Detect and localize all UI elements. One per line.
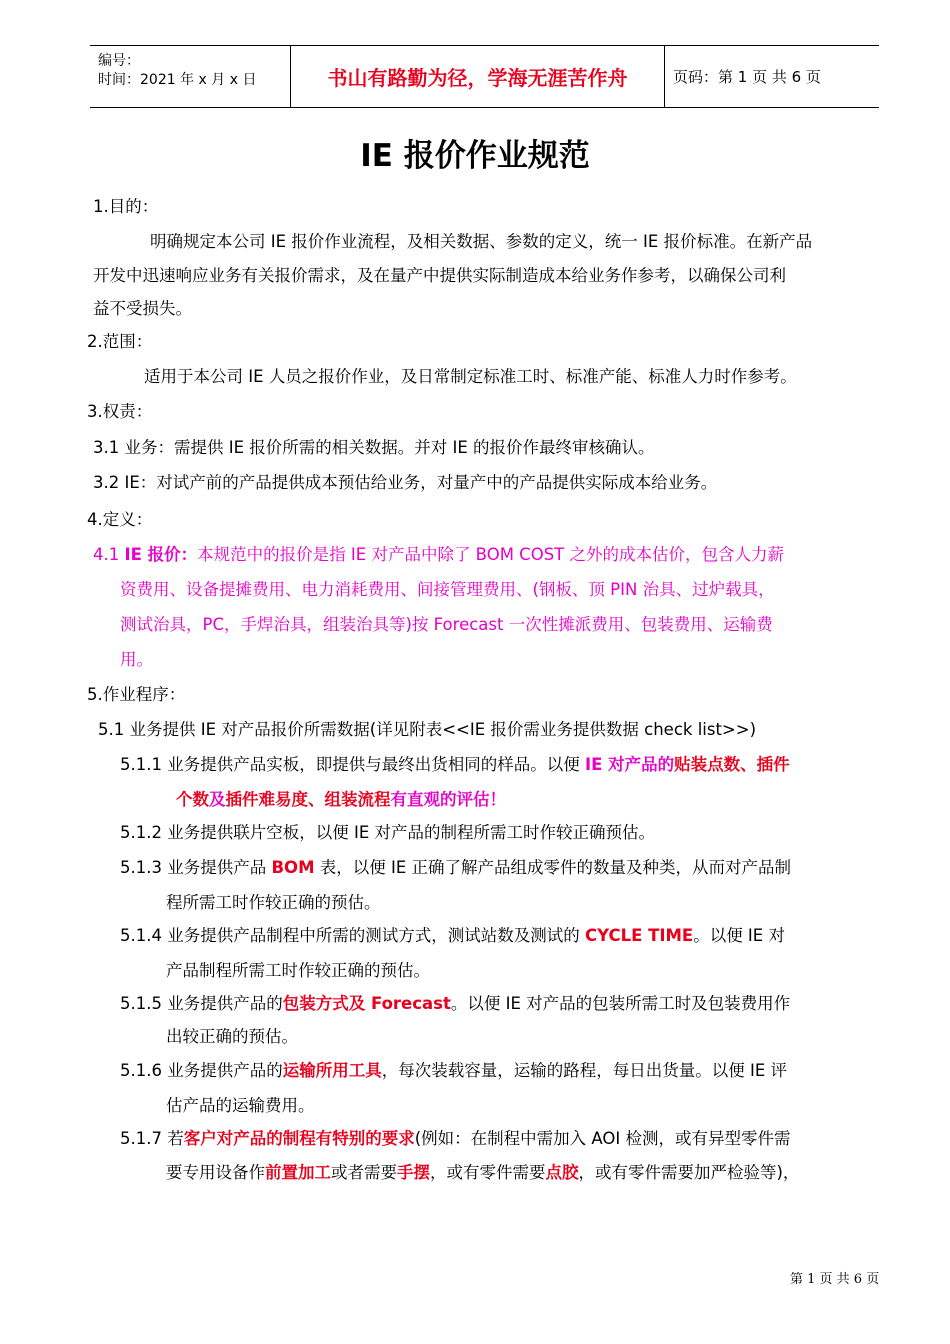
doc-time-label: 时间：2021 年 x 月 x 日 [98, 72, 257, 88]
procedure-5-1-1-line-2: 个数及插件难易度、组装流程有直观的评估！ [176, 790, 506, 809]
doc-number-label: 编号： [98, 53, 140, 69]
definition-4-1-line-3: 测试治具，PC，手焊治具，组装治具等)按 Forecast 一次性摊派费用、包装费用、运输费 [120, 615, 773, 634]
definition-text: 本规范中的报价是指 IE 对产品中除了 BOM COST 之外的成本估价，包含人力薪 [197, 545, 784, 564]
procedure-5-1-6-line-1: 5.1.6 业务提供产品的运输所用工具，每次装载容量，运输的路程，每日出货量。以便 IE 评 [120, 1061, 788, 1080]
section-3-item-2: 3.2 IE：对试产前的产品提供成本预估给业务，对量产中的产品提供实际成本给业务。 [93, 473, 718, 492]
procedure-5-1-4-line-1: 5.1.4 业务提供产品制程中所需的测试方式，测试站数及测试的 CYCLE TIME。以便 IE 对 [120, 926, 785, 945]
procedure-5-1-7-line-2: 要专用设备作前置加工或者需要手摆，或有零件需要点胶，或有零件需要加严检验等)， [166, 1163, 800, 1182]
section-3-item-1: 3.1 业务：需提供 IE 报价所需的相关数据。并对 IE 的报价作最终审核确认。 [93, 438, 655, 457]
procedure-5-1-7-line-1: 5.1.7 若客户对产品的制程有特别的要求(例如：在制程中需加入 AOI 检测，或有异型零件需 [120, 1129, 791, 1148]
procedure-5-1-5-line-2: 出较正确的预估。 [166, 1027, 298, 1046]
header-meta-cell [90, 46, 290, 107]
section-1-line-1: 明确规定本公司 IE 报价作业流程，及相关数据、参数的定义，统一 IE 报价标准。在新产品 [150, 232, 813, 251]
procedure-5-1-5-line-1: 5.1.5 业务提供产品的包装方式及 Forecast。以便 IE 对产品的包装所需工时及包装费用作 [120, 994, 791, 1013]
procedure-5-1-3-line-2: 程所需工时作较正确的预估。 [166, 893, 381, 912]
definition-number: 4.1 [93, 545, 120, 564]
definition-4-1-line-4: 用。 [120, 650, 153, 669]
header-motto: 书山有路勤为径，学海无涯苦作舟 [290, 46, 665, 107]
procedure-5-1-1-line-1: 5.1.1 业务提供产品实板，即提供与最终出货相同的样品。以便 IE 对产品的贴装点数、插件 [120, 755, 790, 774]
page-footer: 第 1 页 共 6 页 [790, 1272, 880, 1287]
definition-4-1-line-1 [93, 544, 784, 566]
procedure-5-1-3-line-1: 5.1.3 业务提供产品 BOM 表，以便 IE 正确了解产品组成零件的数量及种类，从而对产品制 [120, 858, 792, 877]
procedure-5-1-2: 5.1.2 业务提供联片空板，以便 IE 对产品的制程所需工时作较正确预估。 [120, 823, 656, 842]
procedure-5-1: 5.1 业务提供 IE 对产品报价所需数据(详见附表<<IE 报价需业务提供数据 check list>>) [98, 720, 757, 739]
page-title: IE 报价作业规范 [360, 138, 590, 174]
procedure-5-1-6-line-2: 估产品的运输费用。 [166, 1096, 315, 1115]
section-1-heading: 1.目的： [93, 197, 159, 216]
section-2-heading: 2.范围： [87, 332, 153, 351]
document-header [90, 45, 879, 108]
definition-4-1-line-2: 资费用、设备提摊费用、电力消耗费用、间接管理费用、(钢板、顶 PIN 治具、过炉载具， [120, 580, 775, 599]
section-3-heading: 3.权责： [87, 402, 153, 421]
section-5-heading: 5.作业程序： [87, 685, 186, 704]
section-1-line-2: 开发中迅速响应业务有关报价需求，及在量产中提供实际制造成本给业务作参考，以确保公司利 [93, 266, 786, 285]
section-1-line-3: 益不受损失。 [93, 299, 192, 318]
procedure-5-1-4-line-2: 产品制程所需工时作较正确的预估。 [166, 961, 430, 980]
definition-term: IE 报价： [124, 545, 198, 564]
section-2-line-1: 适用于本公司 IE 人员之报价作业，及日常制定标准工时、标准产能、标准人力时作参考。 [144, 367, 797, 386]
header-page-number: 页码：第 1 页 共 6 页 [673, 68, 821, 86]
section-4-heading: 4.定义： [87, 510, 153, 529]
